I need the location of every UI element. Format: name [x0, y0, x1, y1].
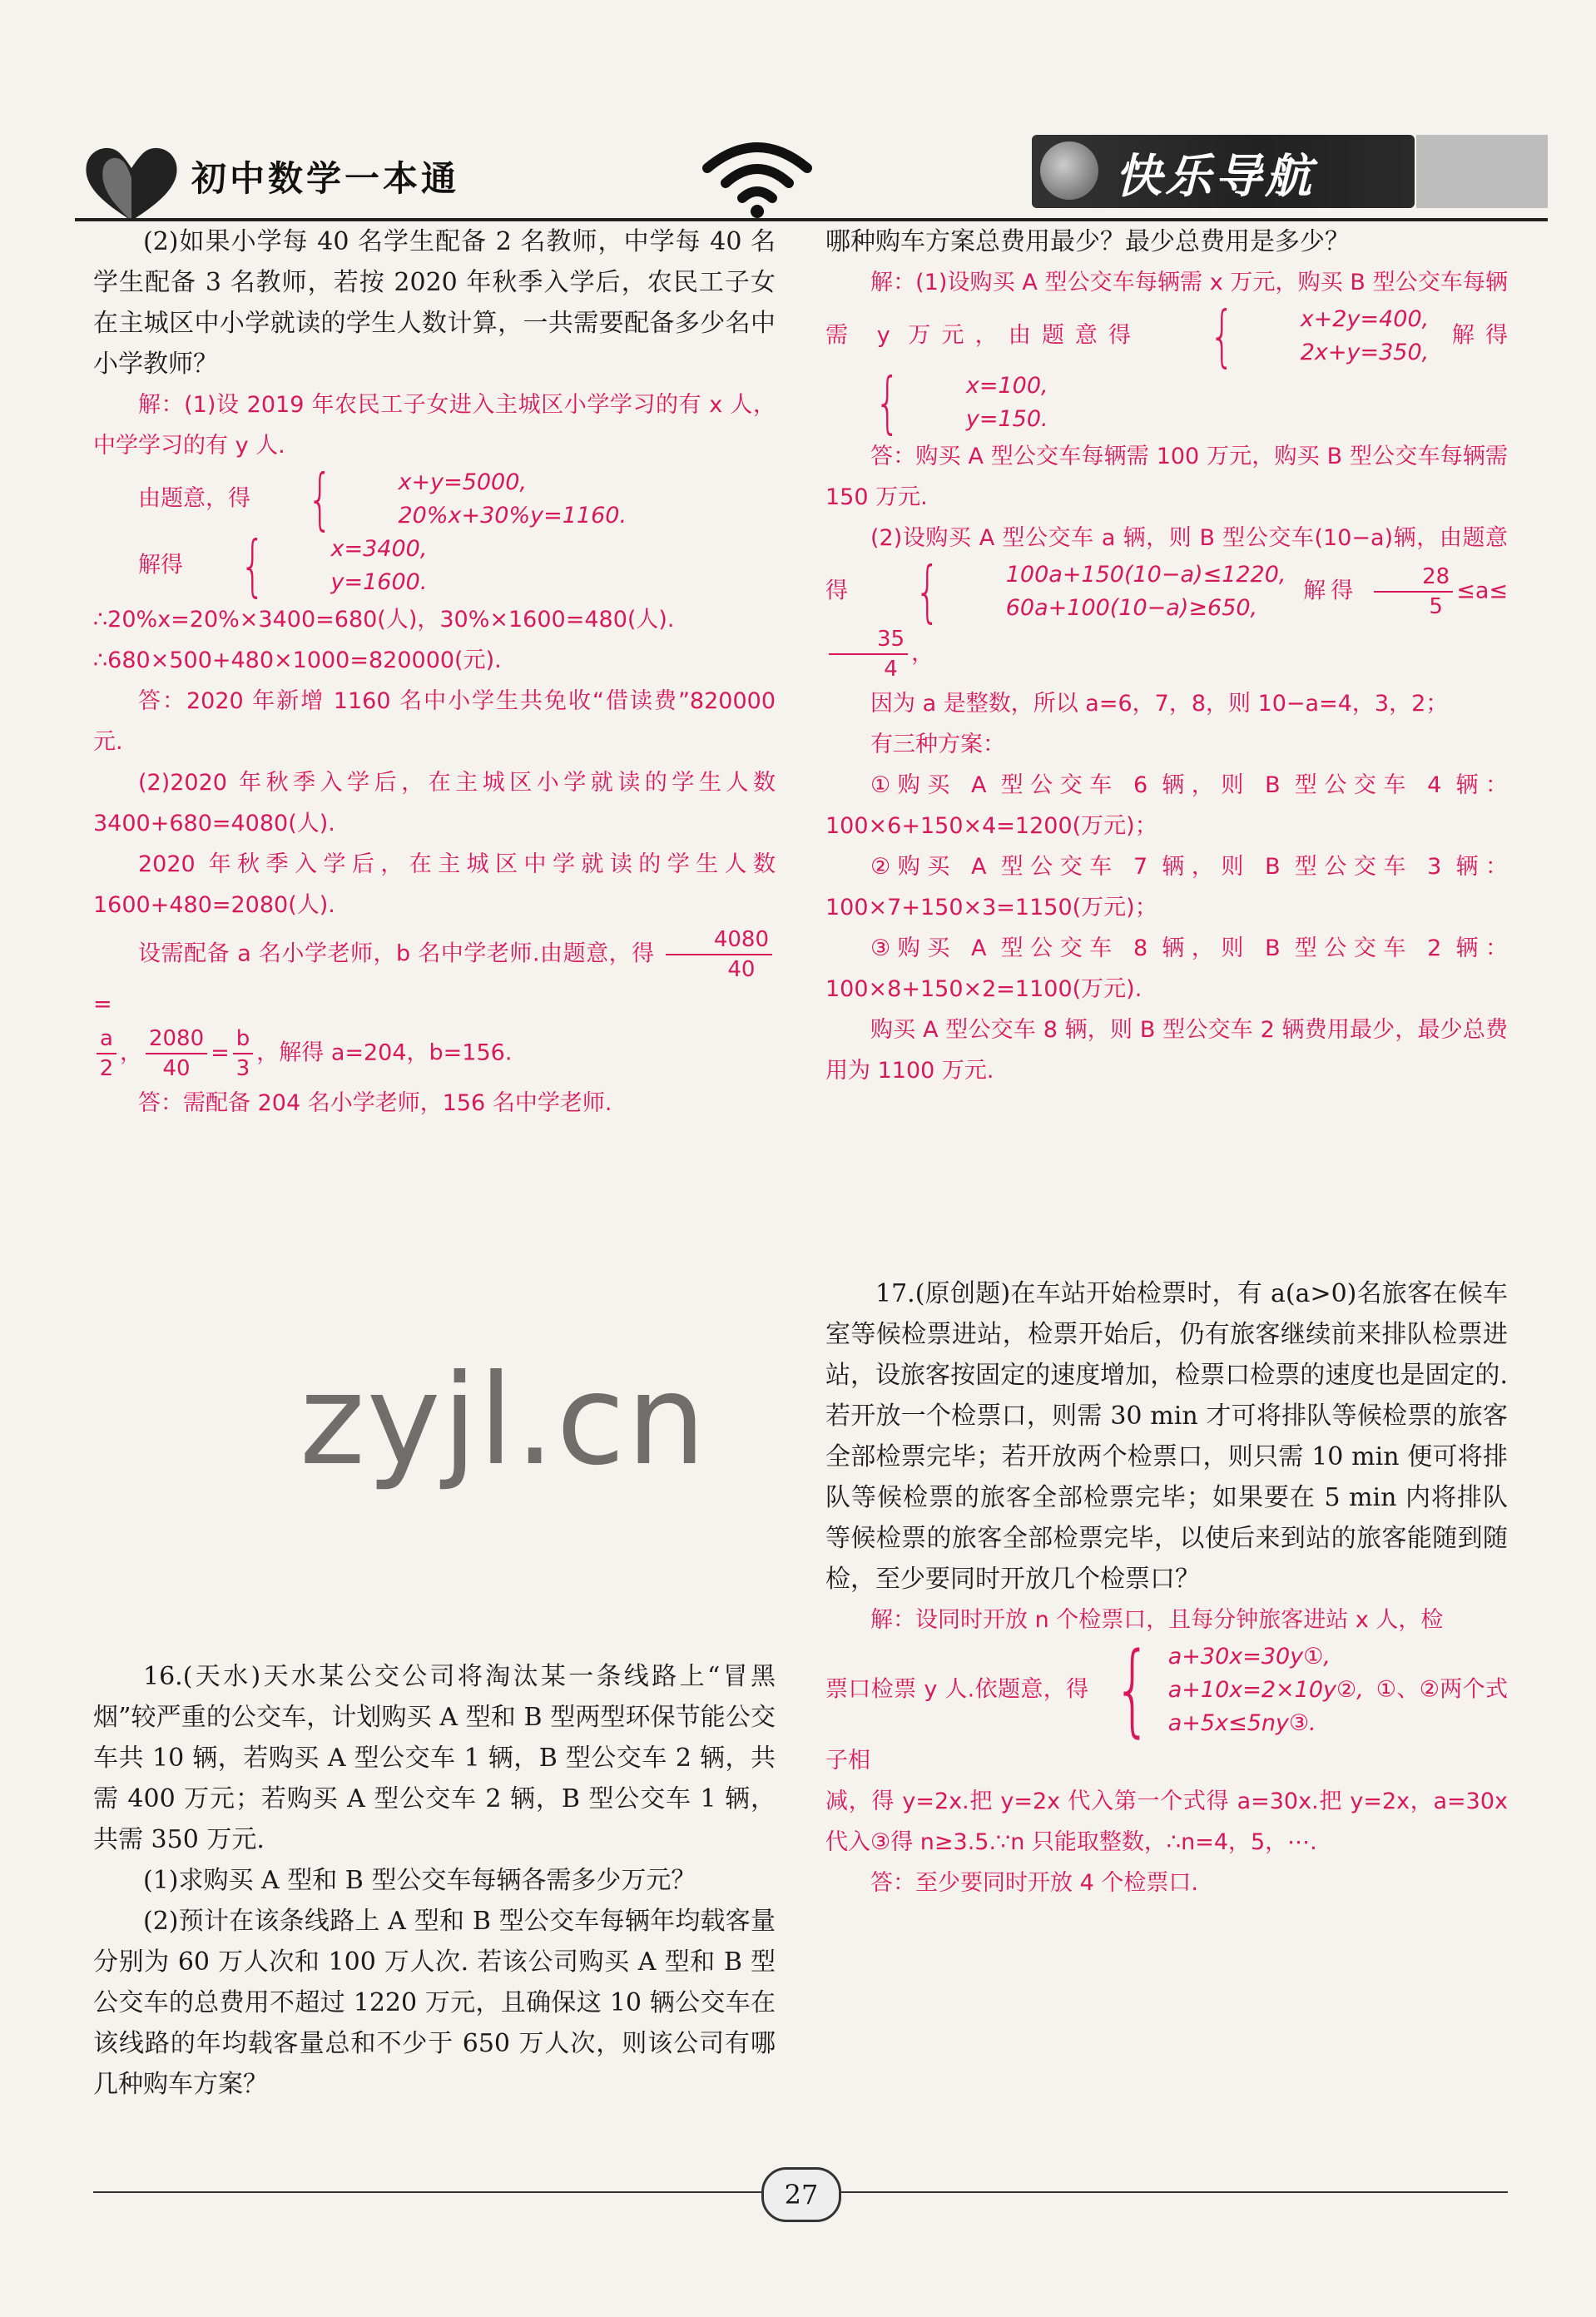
solution-answer: 答：购买 A 型公交车每辆需 100 万元，购买 B 型公交车每辆需 150 万元.: [825, 444, 1508, 510]
page-header: [75, 133, 1531, 225]
equation: a+30x=30y①,: [1167, 1644, 1331, 1670]
question-15-part-2: (2)如果小学每 40 名学生配备 2 名教师，中学每 40 名学生配备 3 名教师，若按 2020 年秋季入学后，农民工子女在主城区中小学就读的学生人数计算，一共需要配备多少名中小学教师？: [93, 227, 776, 379]
plan-option: ①购买 A 型公交车 6 辆，则 B 型公交车 4 辆：100×6+150×4=1200(万元)；: [825, 772, 1508, 839]
solution-line: ∴680×500+480×1000=820000(元).: [93, 647, 502, 673]
solution-system: 票口检票 y 人.依题意，得 { a+30x=30y①, a+10x=2×10y②, a+5x≤5ny③. ①、②两个式子相: [825, 1632, 1508, 1774]
fraction-numerator: 35: [829, 625, 908, 655]
equation: 60a+100(10−a)≥650,: [1005, 595, 1258, 621]
left-column: [93, 221, 776, 1124]
solution-line: 解：(1)设 2019 年农民工子女进入主城区小学学习的有 x 人，中学学习的有 y 人.: [93, 392, 776, 459]
equation: y=1600.: [330, 569, 428, 595]
separator: ，: [119, 1039, 142, 1066]
watermark: zyjl.cn: [300, 1348, 708, 1493]
fraction-denominator: 40: [162, 1056, 191, 1081]
solution-answer: 答：需配备 204 名小学老师，156 名中学老师.: [138, 1090, 612, 1116]
solution-text: (2)设购买 A 型公交车 a 辆，则 B 型公交车(10−a)辆，由题意得: [825, 525, 1508, 604]
solution-fraction-line: [93, 925, 776, 1025]
solution-answer: 答：2020 年新增 1160 名中小学生共免收“借读费”820000 元.: [93, 688, 776, 755]
book-title: 初中数学一本通: [191, 158, 460, 199]
equation: 100a+150(10−a)≤1220,: [1005, 562, 1286, 588]
equation: a+5x≤5ny③.: [1167, 1710, 1316, 1736]
solution-answer: 答：至少要同时开放 4 个检票口.: [870, 1870, 1198, 1896]
solution-text: ，: [911, 640, 934, 667]
plan-option: ②购买 A 型公交车 7 辆，则 B 型公交车 3 辆：100×7+150×3=1150(万元)；: [825, 854, 1508, 920]
equation: x+y=5000,: [398, 469, 527, 495]
solution-system-1: 由题意，得 { x+y=5000, 20%x+30%y=1160.: [138, 460, 627, 538]
fraction-denominator: 2: [99, 1056, 114, 1081]
fraction-numerator: a: [97, 1025, 116, 1054]
nav-banner-tail: [1416, 135, 1548, 208]
page-number: 27: [761, 2167, 841, 2222]
solution-text: 解得: [1303, 578, 1359, 604]
fraction-numerator: 4080: [666, 925, 772, 955]
inequality: ≤a≤: [1456, 578, 1509, 604]
problem-16-text: 16.(天水)天水某公交公司将淘汰某一条线路上“冒黑烟”较严重的公交车，计划购买 A 型和 B 型两型环保节能公交车共 10 辆，若购买 A 型公交车 1 辆，B 型公交车 2 辆，共需 400 万元；若购买 A 型公交车 2 辆，B 型公交车 1 辆，共需 350 万元.: [93, 1662, 776, 1854]
equation: a+10x=2×10y②,: [1167, 1677, 1364, 1703]
fraction-denominator: 5: [1429, 594, 1443, 619]
solution-system-2: 解得 { x=3400, y=1600.: [138, 527, 428, 604]
solution-15: [93, 385, 776, 1124]
solution-16: [825, 262, 1508, 1091]
solution-text: ①、②两个式子相: [825, 1676, 1508, 1774]
fraction-numerator: b: [233, 1025, 254, 1054]
solution-17: [825, 1600, 1508, 1903]
question-16-tail: 哪种购车方案总费用最少？最少总费用是多少？: [825, 227, 1350, 256]
solution-line: 解：设同时开放 n 个检票口，且每分钟旅客进站 x 人，检: [870, 1607, 1444, 1633]
solution-text: 设需配备 a 名小学老师，b 名中学老师.由题意，得: [138, 940, 655, 967]
equation: x=3400,: [330, 536, 428, 562]
heart-logo-icon: [82, 141, 181, 225]
hand-pointer-icon: [1040, 141, 1098, 200]
nav-banner-text: 快乐导航: [1115, 150, 1315, 204]
equals-sign: =: [211, 1039, 230, 1066]
problem-16-q2: (2)预计在该条线路上 A 型和 B 型公交车每辆年均载客量分别为 60 万人次和 100 万人次. 若该公司购买 A 型和 B 型公交车的总费用不超过 1220 万元，且确保这 10 辆公交车在该线路的年均载客量总和不少于 650 万人次，则该公司有哪几种购车方案？: [93, 1907, 776, 2099]
solution-line: 有三种方案：: [870, 732, 1005, 757]
plan-option: ③购买 A 型公交车 8 辆，则 B 型公交车 2 辆：100×8+150×2=1100(万元).: [825, 935, 1508, 1002]
equation: 20%x+30%y=1160.: [398, 503, 627, 528]
solution-answer: 购买 A 型公交车 8 辆，则 B 型公交车 2 辆费用最少，最少总费用为 1100 万元.: [825, 1017, 1508, 1084]
fraction-denominator: 4: [884, 657, 898, 682]
right-column: [825, 221, 1508, 1091]
solution-line: 因为 a 是整数，所以 a=6，7，8，则 10−a=4，3，2；: [870, 691, 1449, 717]
nav-banner: [1032, 135, 1415, 208]
solution-line: 减，得 y=2x.把 y=2x 代入第一个式得 a=30x.把 y=2x，a=30x 代入③得 n≥3.5.∵n 只能取整数，∴n=4，5，⋯.: [825, 1789, 1508, 1855]
solution-line: ∴20%x=20%×3400=680(人)，30%×1600=480(人).: [93, 607, 675, 633]
equation: 2x+y=350,: [1300, 340, 1430, 365]
problem-16-q1: (1)求购买 A 型和 B 型公交车每辆各需多少万元？: [143, 1866, 696, 1895]
problem-17: [825, 1273, 1508, 1903]
wifi-icon: [699, 135, 815, 218]
fraction-numerator: 2080: [146, 1025, 207, 1054]
equation: x+2y=400,: [1300, 306, 1430, 332]
solution-text: 票口检票 y 人.依题意，得: [825, 1676, 1089, 1703]
solution-text: 由题意，得: [138, 485, 250, 512]
equation: x=100,: [965, 373, 1048, 399]
fraction-denominator: 40: [727, 957, 756, 982]
solution-text: 解：(1)设购买 A 型公交车每辆需 x 万元，购买 B 型公交车每辆需 y 万元，由题意得: [825, 270, 1508, 349]
solution-text: ，解得 a=204，b=156.: [256, 1039, 513, 1066]
solution-fraction-line: [93, 1025, 776, 1083]
fraction-denominator: 3: [235, 1056, 250, 1081]
solution-line: (2)2020 年秋季入学后，在主城区小学就读的学生人数3400+680=4080(人).: [93, 770, 776, 836]
equals-sign: =: [93, 991, 112, 1017]
solution-system: 解：(1)设购买 A 型公交车每辆需 x 万元，购买 B 型公交车每辆需 y 万元，由题意得 { x+2y=400, 2x+y=350, 解得 { x=100, y=150.: [825, 270, 1508, 441]
fraction-numerator: 28: [1374, 563, 1453, 593]
solution-text: 解得: [138, 552, 183, 578]
equation: y=150.: [965, 406, 1048, 432]
solution-text: 解得: [1451, 322, 1508, 349]
problem-16: [93, 1656, 776, 2105]
solution-system: (2)设购买 A 型公交车 a 辆，则 B 型公交车(10−a)辆，由题意得 { 100a+150(10−a)≤1220, 60a+100(10−a)≥650, 解得 $\frac{28}{5}$ ≤a≤ $\frac{35}{4}$ ，: [825, 525, 1509, 682]
solution-line: 2020 年秋季入学后，在主城区中学就读的学生人数 1600+480=2080(人).: [93, 851, 776, 918]
problem-17-text: 17.(原创题)在车站开始检票时，有 a(a>0)名旅客在候车室等候检票进站，检票开始后，仍有旅客继续前来排队检票进站，设旅客按固定的速度增加，检票口检票的速度也是固定的.若开放一个检票口，则需 30 min 才可将排队等候检票的旅客全部检票完毕；若开放两个检票口，则只需 10 min 便可将排队等候检票的旅客全部检票完毕；如果要在 5 min 内将排队等候检票的旅客全部检票完毕，以使后来到站的旅客能随到随检，至少要同时开放几个检票口？: [825, 1279, 1508, 1594]
